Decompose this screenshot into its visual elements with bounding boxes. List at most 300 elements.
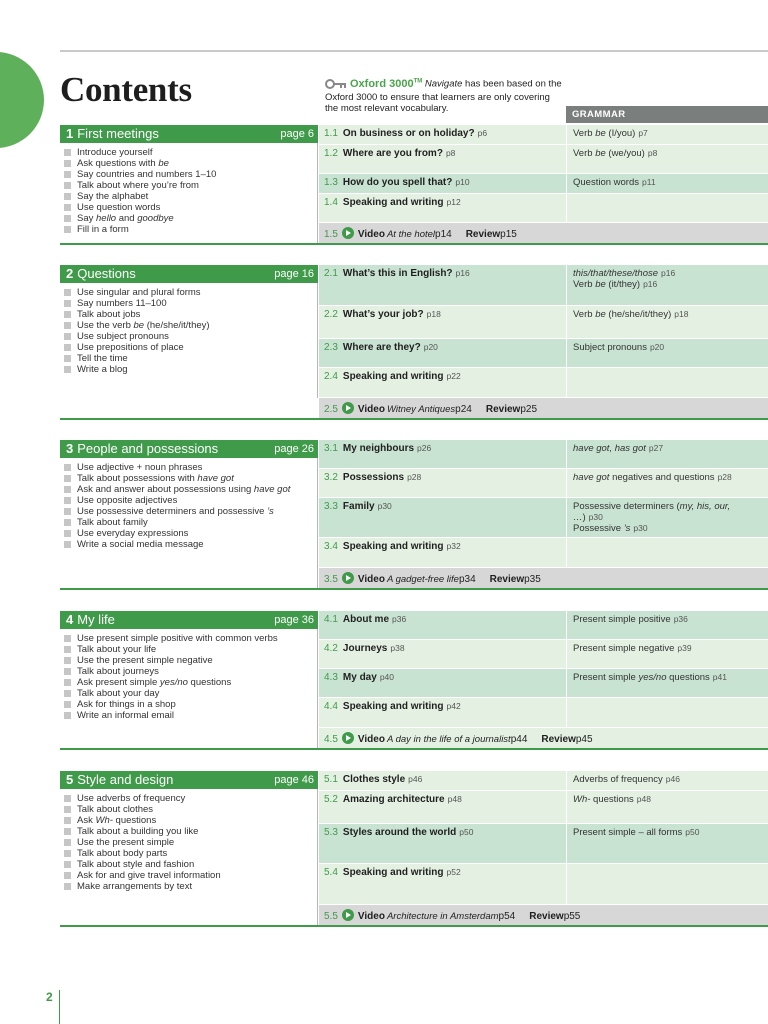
lesson-cell	[319, 339, 566, 367]
lesson-page: p22	[446, 371, 461, 381]
grammar-cell	[566, 125, 768, 144]
grammar-cell	[566, 306, 768, 338]
goal-item: Tell the time	[64, 353, 317, 364]
lesson-page: p10	[455, 177, 470, 187]
lesson-page: p50	[459, 827, 474, 837]
grammar-page: p30	[633, 523, 648, 533]
video-label: Video	[357, 404, 385, 415]
goal-item: Fill in a form	[64, 224, 317, 235]
goal-item: Talk about where you’re from	[64, 180, 317, 191]
oxford-note-text: has been based on the Oxford 3000 to ensure that learners are only covering the most relevant vocabulary.	[325, 78, 562, 114]
lesson-cell	[319, 265, 566, 305]
goal-item: Write a blog	[64, 364, 317, 375]
review-page: p45	[575, 734, 593, 745]
unit-number: 1	[66, 126, 74, 141]
lesson-row[interactable]	[319, 265, 768, 306]
unit-goals	[60, 629, 318, 748]
unit-goals	[60, 789, 318, 925]
unit-page: page 26	[274, 443, 314, 455]
grammar-column-header: GRAMMAR	[566, 106, 768, 123]
goal-item: Use subject pronouns	[64, 331, 317, 342]
grammar-cell	[566, 469, 768, 497]
grammar-cell	[566, 368, 768, 397]
grammar-page: p50	[685, 827, 700, 837]
grammar-page: p18	[674, 309, 689, 319]
lesson-number: 4.2	[324, 643, 338, 654]
lesson-number: 3.5	[324, 574, 338, 585]
grammar-text: Verb be (he/she/it/they)	[573, 309, 672, 320]
goal-item: Talk about body parts	[64, 848, 317, 859]
grammar-entry	[573, 128, 762, 139]
lesson-cell	[319, 145, 566, 173]
grammar-page: p36	[673, 614, 688, 624]
play-icon[interactable]	[342, 732, 354, 744]
grammar-entry	[573, 342, 762, 353]
lesson-title: Speaking and writing	[342, 371, 444, 382]
goal-item: Use the present simple	[64, 837, 317, 848]
goal-item: Use present simple positive with common verbs	[64, 633, 317, 644]
grammar-page: p39	[677, 643, 692, 653]
lesson-row[interactable]	[319, 771, 768, 791]
grammar-entry	[573, 268, 762, 279]
unit-bottom-rule	[60, 418, 768, 420]
oxford-brand-text: Oxford 3000	[350, 77, 414, 90]
grammar-cell	[566, 864, 768, 904]
video-label: Video	[357, 734, 385, 745]
goal-item: Use everyday expressions	[64, 528, 317, 539]
grammar-cell	[566, 791, 768, 823]
grammar-text: Question words	[573, 177, 640, 188]
oxford-3000-note	[325, 76, 565, 114]
oxford-brand-tm: TM	[413, 78, 423, 84]
review-label: Review	[465, 229, 501, 240]
lesson-page: p12	[446, 197, 461, 207]
video-label: Video	[357, 229, 385, 240]
video-row[interactable]	[319, 398, 768, 418]
grammar-page: p16	[661, 268, 676, 278]
lesson-row[interactable]	[319, 498, 768, 538]
grammar-cell	[566, 194, 768, 222]
grammar-entry	[573, 148, 762, 159]
grammar-entry	[573, 827, 762, 838]
lesson-page: p32	[446, 541, 461, 551]
goal-item: Ask present simple yes/no questions	[64, 677, 317, 688]
grammar-text: Subject pronouns	[573, 342, 647, 353]
goal-item: Ask and answer about possessions using have got	[64, 484, 317, 495]
lesson-page: p20	[423, 342, 438, 352]
lesson-cell	[319, 306, 566, 338]
goal-item: Use the present simple negative	[64, 655, 317, 666]
grammar-page: p8	[647, 148, 658, 158]
video-title: A gadget-free life	[386, 574, 459, 585]
lesson-page: p42	[446, 701, 461, 711]
unit-header	[60, 125, 318, 143]
grammar-text: Present simple positive	[573, 614, 671, 625]
goal-item: Use the verb be (he/she/it/they)	[64, 320, 317, 331]
unit-bottom-rule	[60, 748, 768, 750]
lesson-cell	[319, 125, 566, 144]
unit-title	[66, 266, 136, 281]
unit-goals	[60, 283, 318, 398]
lesson-row[interactable]	[319, 145, 768, 174]
lesson-title: Where are you from?	[342, 148, 443, 159]
grammar-entry	[573, 443, 762, 454]
video-title: A day in the life of a journalist	[386, 734, 511, 745]
goal-item: Introduce yourself	[64, 147, 317, 158]
play-icon[interactable]	[342, 572, 354, 584]
lesson-number: 2.3	[324, 342, 338, 353]
lesson-title: My neighbours	[342, 443, 415, 454]
lesson-row[interactable]	[319, 791, 768, 824]
unit-title-text: First meetings	[77, 126, 159, 141]
goal-item: Write a social media message	[64, 539, 317, 550]
goal-item: Ask Wh- questions	[64, 815, 317, 826]
grammar-cell	[566, 771, 768, 790]
video-row[interactable]	[319, 568, 768, 588]
lesson-cell	[319, 669, 566, 697]
lesson-cell	[319, 791, 566, 823]
lesson-row[interactable]	[319, 824, 768, 864]
unit-header	[60, 440, 318, 458]
goal-item: Use adverbs of frequency	[64, 793, 317, 804]
grammar-entry	[573, 794, 762, 805]
page-number: 2	[46, 990, 53, 1004]
review-label: Review	[529, 911, 564, 922]
grammar-text: Present simple – all forms	[573, 827, 683, 838]
lesson-number: 2.5	[324, 404, 338, 415]
lesson-page: p30	[377, 501, 392, 511]
unit-number: 5	[66, 772, 74, 787]
lesson-cell	[319, 864, 566, 904]
lesson-row[interactable]	[319, 194, 768, 223]
goal-item: Talk about clothes	[64, 804, 317, 815]
grammar-text: Possessive determiners (my, his, our, …)	[573, 501, 731, 523]
review-page: p15	[500, 229, 517, 240]
lesson-page: p28	[407, 472, 422, 482]
unit-title-text: Questions	[77, 266, 136, 281]
grammar-entry	[573, 309, 762, 320]
lesson-title: My day	[342, 672, 377, 683]
lesson-title: Speaking and writing	[342, 701, 444, 712]
goal-item: Talk about journeys	[64, 666, 317, 677]
unit-title-text: Style and design	[77, 772, 174, 787]
lesson-title: Journeys	[342, 643, 388, 654]
goal-item: Say hello and goodbye	[64, 213, 317, 224]
lesson-number: 4.3	[324, 672, 338, 683]
unit-bottom-rule	[60, 588, 768, 590]
lesson-page: p6	[477, 128, 488, 138]
grammar-cell	[566, 498, 768, 537]
lesson-cell	[319, 368, 566, 397]
lesson-page: p46	[408, 774, 423, 784]
lesson-number: 3.3	[324, 501, 338, 512]
lesson-row[interactable]	[319, 698, 768, 728]
grammar-cell	[566, 440, 768, 468]
lesson-title: Possessions	[342, 472, 405, 483]
grammar-page: p30	[588, 512, 603, 522]
lesson-cell	[319, 498, 566, 537]
goal-item: Say numbers 11–100	[64, 298, 317, 309]
lesson-number: 4.5	[324, 734, 338, 745]
lesson-number: 5.1	[324, 774, 338, 785]
review-page: p55	[563, 911, 581, 922]
unit-title	[66, 612, 115, 627]
play-icon[interactable]	[342, 402, 354, 414]
grammar-page: p41	[712, 672, 727, 682]
grammar-entry	[573, 614, 762, 625]
goal-item: Use adjective + noun phrases	[64, 462, 317, 473]
lesson-row[interactable]	[319, 538, 768, 568]
lesson-title: Styles around the world	[342, 827, 457, 838]
lesson-number: 1.1	[324, 128, 338, 139]
video-page: p44	[510, 734, 528, 745]
review-label: Review	[489, 574, 525, 585]
grammar-entry	[573, 472, 762, 483]
goal-item: Ask for things in a shop	[64, 699, 317, 710]
goal-item: Talk about your life	[64, 644, 317, 655]
lesson-cell	[319, 640, 566, 668]
top-rule	[60, 50, 768, 52]
grammar-page: p46	[665, 774, 680, 784]
lesson-title: Speaking and writing	[342, 867, 444, 878]
grammar-cell	[566, 669, 768, 697]
grammar-page: p16	[643, 279, 658, 289]
video-row[interactable]	[319, 728, 768, 748]
unit-bottom-rule	[60, 925, 768, 927]
grammar-entry	[573, 643, 762, 654]
lesson-number: 4.1	[324, 614, 338, 625]
unit-title	[66, 441, 218, 456]
video-title: At the hotel	[386, 229, 436, 240]
video-page: p14	[435, 229, 452, 240]
lesson-title: Family	[342, 501, 375, 512]
video-page: p24	[455, 404, 472, 415]
goal-item: Use possessive determiners and possessive ’s	[64, 506, 317, 517]
lesson-title: Speaking and writing	[342, 541, 444, 552]
grammar-text: Present simple yes/no questions	[573, 672, 710, 683]
unit-title-text: People and possessions	[77, 441, 219, 456]
lesson-number: 1.2	[324, 148, 338, 159]
lesson-number: 4.4	[324, 701, 338, 712]
goal-item: Talk about style and fashion	[64, 859, 317, 870]
grammar-cell	[566, 538, 768, 567]
lesson-number: 3.4	[324, 541, 338, 552]
review-label: Review	[541, 734, 576, 745]
goal-item: Talk about possessions with have got	[64, 473, 317, 484]
play-icon[interactable]	[342, 227, 354, 239]
unit-number: 2	[66, 266, 74, 281]
grammar-cell	[566, 339, 768, 367]
lesson-number: 1.3	[324, 177, 338, 188]
lesson-title: Speaking and writing	[342, 197, 444, 208]
lesson-row[interactable]	[319, 611, 768, 640]
unit-goals	[60, 143, 318, 243]
unit-header	[60, 611, 318, 629]
goal-item: Make arrangements by text	[64, 881, 317, 892]
grammar-text: Possessive ’s	[573, 523, 631, 534]
unit-page: page 46	[274, 774, 314, 786]
goal-item: Say the alphabet	[64, 191, 317, 202]
review-page: p35	[524, 574, 541, 585]
lesson-number: 3.1	[324, 443, 338, 454]
review-page: p25	[520, 404, 538, 415]
video-row[interactable]	[319, 223, 768, 243]
lesson-title: What’s your job?	[342, 309, 424, 320]
lesson-number: 5.5	[324, 911, 338, 922]
video-page: p34	[458, 574, 476, 585]
grammar-page: p48	[636, 794, 651, 804]
unit-title-text: My life	[77, 612, 115, 627]
video-title: Witney Antiques	[386, 404, 456, 415]
oxford-brand	[350, 78, 422, 90]
lesson-number: 2.4	[324, 371, 338, 382]
lesson-row[interactable]	[319, 864, 768, 905]
video-title: Architecture in Amsterdam	[386, 911, 499, 922]
unit-goals	[60, 458, 318, 588]
lesson-row[interactable]	[319, 469, 768, 498]
grammar-entry	[573, 279, 762, 290]
lesson-row[interactable]	[319, 640, 768, 669]
goal-item: Ask questions with be	[64, 158, 317, 169]
goal-item: Use singular and plural forms	[64, 287, 317, 298]
grammar-cell	[566, 824, 768, 863]
lesson-title: On business or on holiday?	[342, 128, 475, 139]
lesson-row[interactable]	[319, 306, 768, 339]
grammar-text: Present simple negative	[573, 643, 675, 654]
grammar-page: p20	[649, 342, 665, 352]
lesson-page: p18	[426, 309, 441, 319]
lesson-title: About me	[342, 614, 390, 625]
lesson-cell	[319, 174, 566, 193]
lesson-number: 5.4	[324, 867, 338, 878]
grammar-page: p11	[642, 177, 656, 187]
grammar-page: p7	[638, 128, 648, 138]
unit-page: page 36	[274, 614, 314, 626]
grammar-text: have got, has got	[573, 443, 646, 454]
lesson-number: 2.2	[324, 309, 338, 320]
video-page: p54	[498, 911, 516, 922]
goal-item: Ask for and give travel information	[64, 870, 317, 881]
goal-item: Write an informal email	[64, 710, 317, 721]
unit-header	[60, 771, 318, 789]
grammar-entry	[573, 177, 762, 188]
lesson-cell	[319, 611, 566, 639]
grammar-text: this/that/these/those	[573, 268, 659, 279]
lesson-row[interactable]	[319, 669, 768, 698]
page-number-rule	[59, 990, 60, 1024]
grammar-cell	[566, 698, 768, 727]
lesson-number: 3.2	[324, 472, 338, 483]
grammar-cell	[566, 611, 768, 639]
goal-item: Use opposite adjectives	[64, 495, 317, 506]
lesson-number: 2.1	[324, 268, 338, 279]
unit-title	[66, 772, 173, 787]
key-icon	[325, 79, 347, 92]
lesson-cell	[319, 698, 566, 727]
lesson-page: p52	[446, 867, 461, 877]
lesson-title: Amazing architecture	[342, 794, 445, 805]
review-label: Review	[485, 404, 521, 415]
grammar-entry	[573, 774, 762, 785]
grammar-text: Adverbs of frequency	[573, 774, 663, 785]
grammar-entry	[573, 523, 762, 534]
lesson-title: Clothes style	[342, 774, 406, 785]
grammar-text: have got negatives and questions	[573, 472, 715, 483]
lesson-cell	[319, 194, 566, 222]
video-label: Video	[357, 911, 385, 922]
grammar-text: Verb be (we/you)	[573, 148, 645, 159]
grammar-entry	[573, 672, 762, 683]
lesson-number: 5.2	[324, 794, 338, 805]
lesson-row[interactable]	[319, 440, 768, 469]
decorative-circle	[0, 52, 44, 148]
lesson-page: p36	[392, 614, 407, 624]
grammar-cell	[566, 265, 768, 305]
lesson-number: 1.5	[324, 229, 338, 240]
goal-item: Talk about family	[64, 517, 317, 528]
page-title: Contents	[60, 70, 192, 109]
unit-bottom-rule	[60, 243, 768, 245]
lesson-page: p48	[447, 794, 462, 804]
lesson-cell	[319, 538, 566, 567]
lesson-page: p8	[445, 148, 456, 158]
lesson-cell	[319, 440, 566, 468]
grammar-page: p28	[717, 472, 732, 482]
oxford-note-italic: Navigate	[424, 78, 463, 90]
lesson-row[interactable]	[319, 125, 768, 145]
goal-item: Say countries and numbers 1–10	[64, 169, 317, 180]
lesson-title: What’s this in English?	[342, 268, 453, 279]
unit-number: 3	[66, 441, 74, 456]
lesson-row[interactable]	[319, 174, 768, 194]
unit-page: page 16	[274, 268, 314, 280]
lesson-number: 1.4	[324, 197, 338, 208]
grammar-text: Wh- questions	[573, 794, 634, 805]
grammar-text: Verb be (it/they)	[573, 279, 641, 290]
grammar-cell	[566, 145, 768, 173]
grammar-page: p27	[648, 443, 664, 453]
unit-page: page 6	[280, 128, 314, 140]
lesson-title: Where are they?	[342, 342, 421, 353]
goal-item: Talk about jobs	[64, 309, 317, 320]
video-row[interactable]	[319, 905, 768, 925]
grammar-entry	[573, 501, 762, 523]
goal-item: Use question words	[64, 202, 317, 213]
lesson-cell	[319, 771, 566, 790]
grammar-text: Verb be (I/you)	[573, 128, 636, 139]
lesson-cell	[319, 824, 566, 863]
unit-header	[60, 265, 318, 283]
lesson-page: p38	[390, 643, 405, 653]
grammar-cell	[566, 174, 768, 193]
lesson-title: How do you spell that?	[342, 177, 453, 188]
lesson-page: p16	[455, 268, 470, 278]
goal-item: Use prepositions of place	[64, 342, 317, 353]
unit-title	[66, 126, 159, 141]
lesson-cell	[319, 469, 566, 497]
goal-item: Talk about your day	[64, 688, 317, 699]
unit-number: 4	[66, 612, 74, 627]
goal-item: Talk about a building you like	[64, 826, 317, 837]
lesson-row[interactable]	[319, 339, 768, 368]
grammar-cell	[566, 640, 768, 668]
lesson-page: p26	[417, 443, 432, 453]
video-label: Video	[357, 574, 385, 585]
lesson-number: 5.3	[324, 827, 338, 838]
lesson-row[interactable]	[319, 368, 768, 398]
play-icon[interactable]	[342, 909, 354, 921]
lesson-page: p40	[379, 672, 394, 682]
